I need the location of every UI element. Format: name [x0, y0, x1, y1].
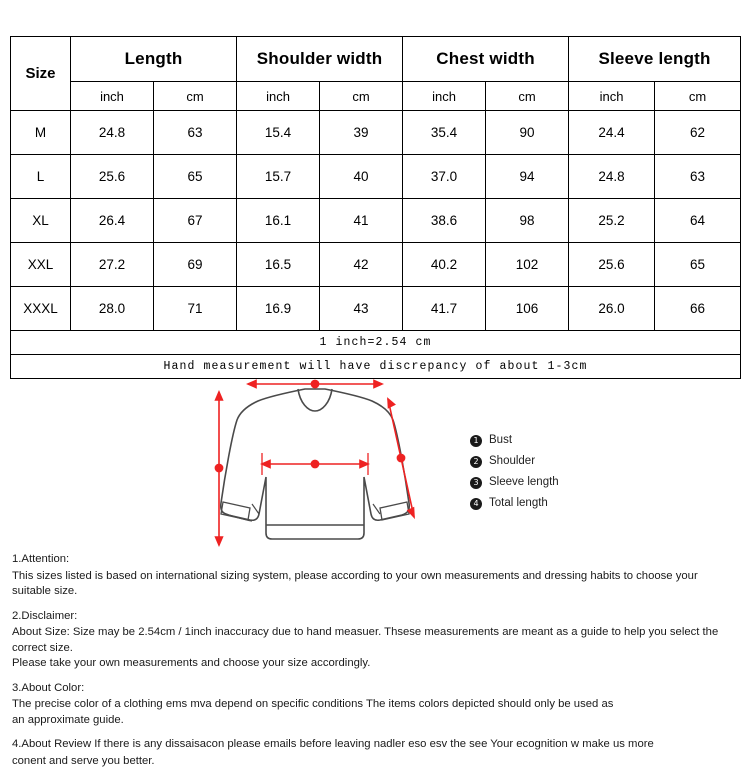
table-row	[11, 287, 741, 331]
cell-length-inch: 27.2	[71, 243, 154, 287]
legend-marker-4-icon: 4	[470, 498, 482, 510]
cell-sleeve-inch: 24.4	[569, 111, 655, 155]
cell-chest-cm: 106	[486, 287, 569, 331]
cell-length-cm: 63	[154, 111, 237, 155]
size-table-container	[10, 36, 740, 379]
cell-chest-inch: 37.0	[403, 155, 486, 199]
table-row	[11, 199, 741, 243]
unit-chest-cm: cm	[486, 82, 569, 111]
table-row	[11, 155, 741, 199]
legend-item-sleeve-length	[470, 472, 559, 493]
garment-diagram	[0, 365, 750, 560]
table-note-row	[11, 331, 741, 355]
cell-sleeve-cm: 65	[655, 243, 741, 287]
cell-length-cm: 71	[154, 287, 237, 331]
cell-length-cm: 69	[154, 243, 237, 287]
note-heading: 1.Attention:	[12, 553, 70, 565]
note-line: conent and serve you better.	[12, 754, 155, 767]
cell-chest-inch: 41.7	[403, 287, 486, 331]
cell-sleeve-cm: 64	[655, 199, 741, 243]
cell-chest-cm: 102	[486, 243, 569, 287]
cell-shoulder-cm: 39	[320, 111, 403, 155]
cell-sleeve-inch: 25.6	[569, 243, 655, 287]
unit-chest-inch: inch	[403, 82, 486, 111]
inch-conversion-note: 1 inch=2.54 cm	[11, 331, 741, 355]
row-size: L	[11, 155, 71, 199]
note-heading: 4.About Review If there is any dissaisacon please emails before leaving nadler eso esv the see Your ecognition w make us more	[12, 738, 654, 750]
cell-sleeve-inch: 25.2	[569, 199, 655, 243]
legend-label: Sleeve length	[489, 476, 559, 488]
svg-text:4: 4	[217, 466, 221, 473]
cell-length-inch: 28.0	[71, 287, 154, 331]
note-line: an approximate guide.	[12, 713, 124, 726]
cell-shoulder-cm: 43	[320, 287, 403, 331]
unit-shoulder-cm: cm	[320, 82, 403, 111]
unit-shoulder-inch: inch	[237, 82, 320, 111]
cell-shoulder-inch: 16.5	[237, 243, 320, 287]
row-size: XXXL	[11, 287, 71, 331]
note-line: Please take your own measurements and choose your size accordingly.	[12, 657, 371, 669]
cell-shoulder-inch: 16.9	[237, 287, 320, 331]
cell-length-cm: 67	[154, 199, 237, 243]
row-size: XXL	[11, 243, 71, 287]
size-table	[10, 36, 741, 379]
legend-label: Shoulder	[489, 455, 536, 467]
cell-length-inch: 26.4	[71, 199, 154, 243]
table-row	[11, 111, 741, 155]
row-size: XL	[11, 199, 71, 243]
cell-shoulder-inch: 15.4	[237, 111, 320, 155]
legend-item-bust	[470, 430, 559, 451]
cell-shoulder-cm: 40	[320, 155, 403, 199]
cell-shoulder-inch: 15.7	[237, 155, 320, 199]
table-header-groups	[11, 37, 741, 82]
cell-sleeve-cm: 66	[655, 287, 741, 331]
legend-item-shoulder	[470, 451, 559, 472]
cell-shoulder-inch: 16.1	[237, 199, 320, 243]
svg-text:3: 3	[399, 456, 403, 463]
notes-section	[12, 552, 738, 778]
note-heading: 3.About Color:	[12, 681, 85, 694]
header-size: Size	[11, 37, 71, 111]
unit-sleeve-inch: inch	[569, 82, 655, 111]
table-row	[11, 243, 741, 287]
cell-chest-cm: 90	[486, 111, 569, 155]
unit-length-cm: cm	[154, 82, 237, 111]
cell-length-inch: 25.6	[71, 155, 154, 199]
legend-marker-1-icon: 1	[470, 435, 482, 447]
cell-chest-inch: 35.4	[403, 111, 486, 155]
unit-length-inch: inch	[71, 82, 154, 111]
cell-chest-cm: 94	[486, 155, 569, 199]
svg-text:2: 2	[313, 382, 317, 389]
cell-length-cm: 65	[154, 155, 237, 199]
legend-item-total-length	[470, 493, 559, 514]
note-about-review	[12, 737, 738, 769]
note-line: The precise color of a clothing ems mva depend on specific conditions The items colors depicted should only be used as	[12, 698, 614, 710]
diagram-legend	[470, 430, 559, 514]
header-chest-width: Chest width	[403, 37, 569, 82]
cell-sleeve-inch: 26.0	[569, 287, 655, 331]
header-length: Length	[71, 37, 237, 82]
note-disclaimer	[12, 609, 738, 672]
cell-shoulder-cm: 42	[320, 243, 403, 287]
row-size: M	[11, 111, 71, 155]
svg-text:1: 1	[313, 462, 317, 469]
note-line: This sizes listed is based on international sizing system, please according to your own measurements and dressing habits to choose your suitable size.	[12, 569, 698, 597]
legend-marker-3-icon: 3	[470, 477, 482, 489]
note-line: About Size: Size may be 2.54cm / 1inch inaccuracy due to hand measuer. Thsese measurements are meant as a guide to help you select the correct size.	[12, 626, 719, 654]
cell-shoulder-cm: 41	[320, 199, 403, 243]
cell-length-inch: 24.8	[71, 111, 154, 155]
cell-sleeve-inch: 24.8	[569, 155, 655, 199]
header-shoulder-width: Shoulder width	[237, 37, 403, 82]
cell-sleeve-cm: 62	[655, 111, 741, 155]
header-sleeve-length: Sleeve length	[569, 37, 741, 82]
legend-marker-2-icon: 2	[470, 456, 482, 468]
cell-chest-inch: 40.2	[403, 243, 486, 287]
cell-chest-inch: 38.6	[403, 199, 486, 243]
legend-label: Total length	[489, 497, 548, 509]
hand-measurement-note: Hand measurement will have discrepancy of about 1-3cm	[11, 355, 741, 379]
legend-label: Bust	[489, 434, 513, 446]
note-about-color	[12, 681, 738, 729]
cell-chest-cm: 98	[486, 199, 569, 243]
table-header-units	[11, 82, 741, 111]
note-heading: 2.Disclaimer:	[12, 609, 78, 622]
cell-sleeve-cm: 63	[655, 155, 741, 199]
unit-sleeve-cm: cm	[655, 82, 741, 111]
note-attention	[12, 552, 738, 600]
